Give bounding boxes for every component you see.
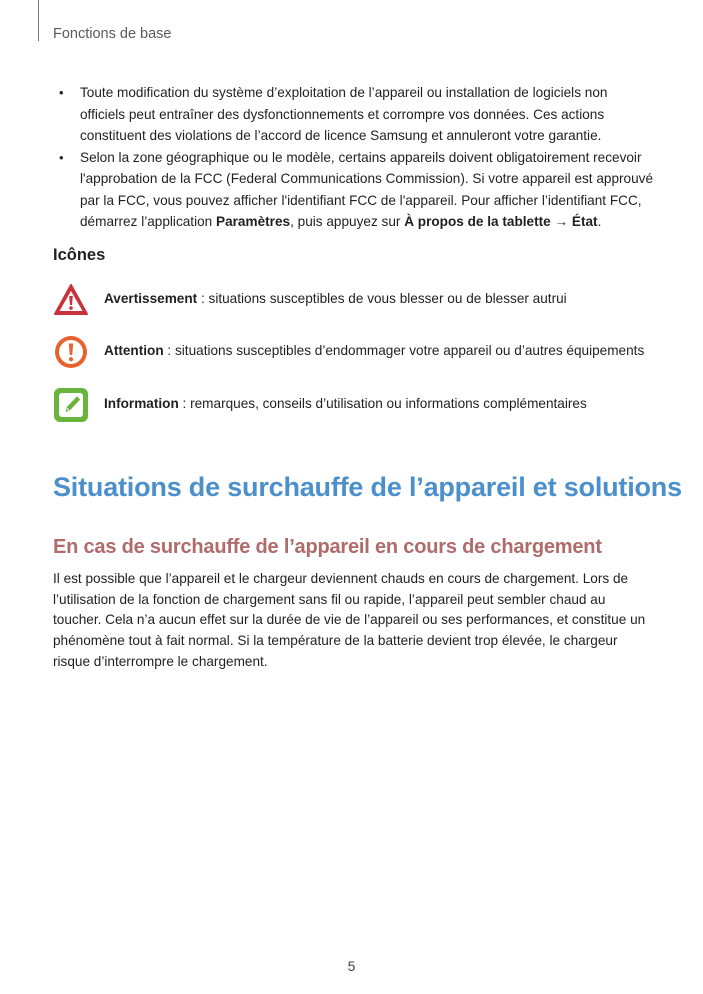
legend-term: Information <box>104 396 179 411</box>
list-item-text: , puis appuyez sur <box>290 214 405 229</box>
list-item <box>56 147 656 233</box>
icon-legend-text <box>104 343 644 358</box>
legend-description: : remarques, conseils d’utilisation ou informations complémentaires <box>178 396 587 411</box>
arrow-separator: → <box>550 214 572 229</box>
legend-description: : situations susceptibles d’endommager votre appareil ou d’autres équipements <box>163 343 645 358</box>
information-pencil-icon <box>53 387 89 423</box>
app-name: Paramètres <box>216 214 291 229</box>
body-paragraph: Il est possible que l’appareil et le chargeur deviennent chauds en cours de chargement. Lors de l’utilisation de la fonction de chargement sans fil ou rapide, l’appareil peut sembler chaud au toucher. Cela n’a aucun effet sur la durée de vie de l’appareil ou ses performances, et constitue un phénomène tout à fait normal. Si la température de la batterie devient trop élevée, le chargeur risque d’interrompre le chargement. <box>53 571 646 669</box>
bullet-dot-icon: • <box>59 85 64 100</box>
page-number: 5 <box>347 958 356 974</box>
icon-legend-row-information <box>53 387 673 423</box>
list-item-text: Toute modification du système d’exploitation de l’appareil ou installation de logiciels non officiels peut entraîner des dysfonctionnements et corrompre vos données. Ces actions constituent des violations de l’accord de licence Samsung et annuleront votre garantie. <box>80 85 608 143</box>
bullet-dot-icon: • <box>59 149 64 165</box>
legend-term: Avertissement <box>104 291 198 306</box>
warning-triangle-icon <box>53 282 89 318</box>
menu-path: État <box>571 214 598 229</box>
icons-heading: Icônes <box>53 246 106 264</box>
icon-legend-text <box>104 396 587 411</box>
icon-legend-row-warning <box>53 282 673 318</box>
legend-description: : situations susceptibles de vous blesser ou de blesser autrui <box>197 291 567 306</box>
running-header: Fonctions de base <box>53 26 172 42</box>
icon-legend-text <box>104 291 567 306</box>
list-item-text: Selon la zone géographique ou le modèle, certains appareils doivent obligatoirement recevoir l'approbation de la FCC (Federal Communications Commission). Si votre appareil est approuvé par la FCC, vous pouvez afficher l'identifiant FCC de l'appareil. Pour afficher l’identifiant FCC, démarrez l’application <box>80 149 654 229</box>
legend-term: Attention <box>104 343 164 358</box>
icon-legend-row-caution <box>53 334 673 370</box>
header-rule <box>38 0 39 41</box>
caution-exclamation-icon <box>53 334 89 370</box>
section-title: Situations de surchauffe de l’appareil et solutions <box>53 472 682 502</box>
list-item <box>56 82 656 147</box>
list-item-text: . <box>597 214 602 229</box>
notice-list <box>56 82 656 233</box>
subsection-title: En cas de surchauffe de l’appareil en cours de chargement <box>53 536 602 558</box>
menu-path: À propos de la tablette <box>404 214 551 229</box>
